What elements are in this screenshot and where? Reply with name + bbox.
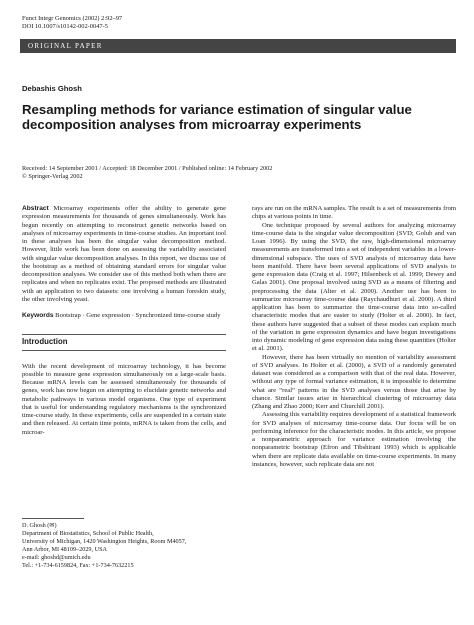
abstract [22,205,226,304]
paragraph-1: rays are run on the mRNA samples. The result is a set of measurements from chips at various points in time. [252,205,456,221]
footnote-line: Ann Arbor, MI 48109–2029, USA [22,545,108,553]
section-rule-bottom [22,350,226,351]
paragraph-3: However, there has been virtually no mention of variability assessment of SVD analyses. In Holter et al. (2000), a SVD of a randomly generated dataset was considered as a comparison with that of the real data. However, without any type of formal variance estimation, it is impossible to determine what are “real” patterns in the SVD analyses versus those that arise by chance. Similar issues arise in hierarchical clustering of microarray data (Zhang and Zhao 2000; Kerr and Churchill 2001). [252,353,456,410]
journal-doi: DOI 10.1007/s10142-002-0047-5 [22,23,108,31]
copyright-line: © Springer-Verlag 2002 [22,173,83,181]
left-column [22,205,226,437]
paragraph-4: Assessing this variability requires development of a statistical framework for SVD analyses of microarray time-course data. Our focus will be on performing inference for the characteristic modes. In this article, we propose a nonparametric approach for variance estimation involving the nonparametric bootstrap (Efron and Tibshirani 1993) which is applicable when there are replicate data available on time-course experiments. In many instances, however, such replicate data are not [252,411,456,468]
keywords-label: Keywords [22,312,54,319]
author-name: Debashis Ghosh [22,84,82,93]
author-footnote [22,522,232,569]
abstract-text: Microarray experiments offer the ability to generate gene expression measurements for thousands of genes simultaneously. Work has begun recently on attempting to reconstruct genetic networks based on analyses of microarray experiments in time-course studies. An important tool in these analyses has been the singular value decomposition method. However, little work has been done on assessing the variability associated with singular value decomposition analyses. In this report, we discuss use of the bootstrap as a method of obtaining standard errors for singular value decomposition analyses. We consider use of this method both when there are replicates and when no replicates exist. The proposed methods are illustrated with an application to two datasets: one involving a human foreskin study, the other involving yeast. [22,205,226,303]
paper-title: Resampling methods for variance estimation of singular value decomposition analyses from microarray experiments [22,102,412,132]
introduction-section [22,334,226,350]
footnote-line: Department of Biostatistics, School of Public Health, [22,529,154,537]
section-bar: ORIGINAL PAPER [20,39,456,53]
footnote-line: University of Michigan, 1420 Washington Heights, Room M4057, [22,537,187,545]
right-column [252,205,456,469]
footnote-name: D. Ghosh (✉) [22,522,57,529]
publication-dates [22,165,272,181]
abstract-label: Abstract [22,205,49,212]
dates-line: Received: 14 September 2001 / Accepted: 18 December 2001 / Published online: 14 February 2002 [22,165,273,172]
keywords [22,312,226,320]
footnote-rule [22,518,84,519]
journal-citation: Funct Integr Genomics (2002) 2:92–97 [22,15,123,22]
paragraph-2: One technique proposed by several authors for analyzing microarray time-course data is the singular value decomposition (SVD; Golub and van Loan 1996). By using the SVD, the raw, high-dimensional microarray measurements are transformed into a set of independent variables in a lower-dimensional subspace. The uses of SVD analysis of microarray data have been manifold. There have been several applications of SVD analysis to gene expression data (Craig et al. 1997; Hilsenbeck et al. 1999; Dewey and Galas 2001). One proposal involved using SVD as a means of filtering and preprocessing the data (Alter et al. 2000). Another use has been to summarize microarray time-course data (Raychaudhuri et al. 2000). A third application has been to summarize the time-course data into so-called characteristic modes that are easier to study (Holter et al. 2000). In fact, these authors have suggested that a subset of these modes can explain much of the variation in gene expression dynamics and have begun investigations into dynamic modeling of gene expression data using these quantities (Holter et al. 2001). [252,221,456,353]
footnote-email: e-mail: ghoshd@umich.edu [22,553,91,561]
footnote-phone: Tel.: +1-734-6159824, Fax: +1-734-7632215 [22,561,134,569]
keywords-text: Bootstrap · Gene expression · Synchronized time-course study [55,312,221,319]
journal-info [22,15,122,32]
introduction-heading: Introduction [22,337,68,347]
introduction-text: With the recent development of microarray technology, it has become possible to measure gene expression simultaneously on a large-scale basis. Because mRNA levels can be assessed simultaneously for thousands of genes, work has now begun on attempting to elucidate genetic networks and metabolic pathways in various model organisms. One type of experiment that is useful for understanding regulatory mechanisms is the synchronized time-course study. In these experiments, cells are suspended in a certain state and then released. At certain time points, mRNA is taken from the cells, and microar- [22,362,226,436]
